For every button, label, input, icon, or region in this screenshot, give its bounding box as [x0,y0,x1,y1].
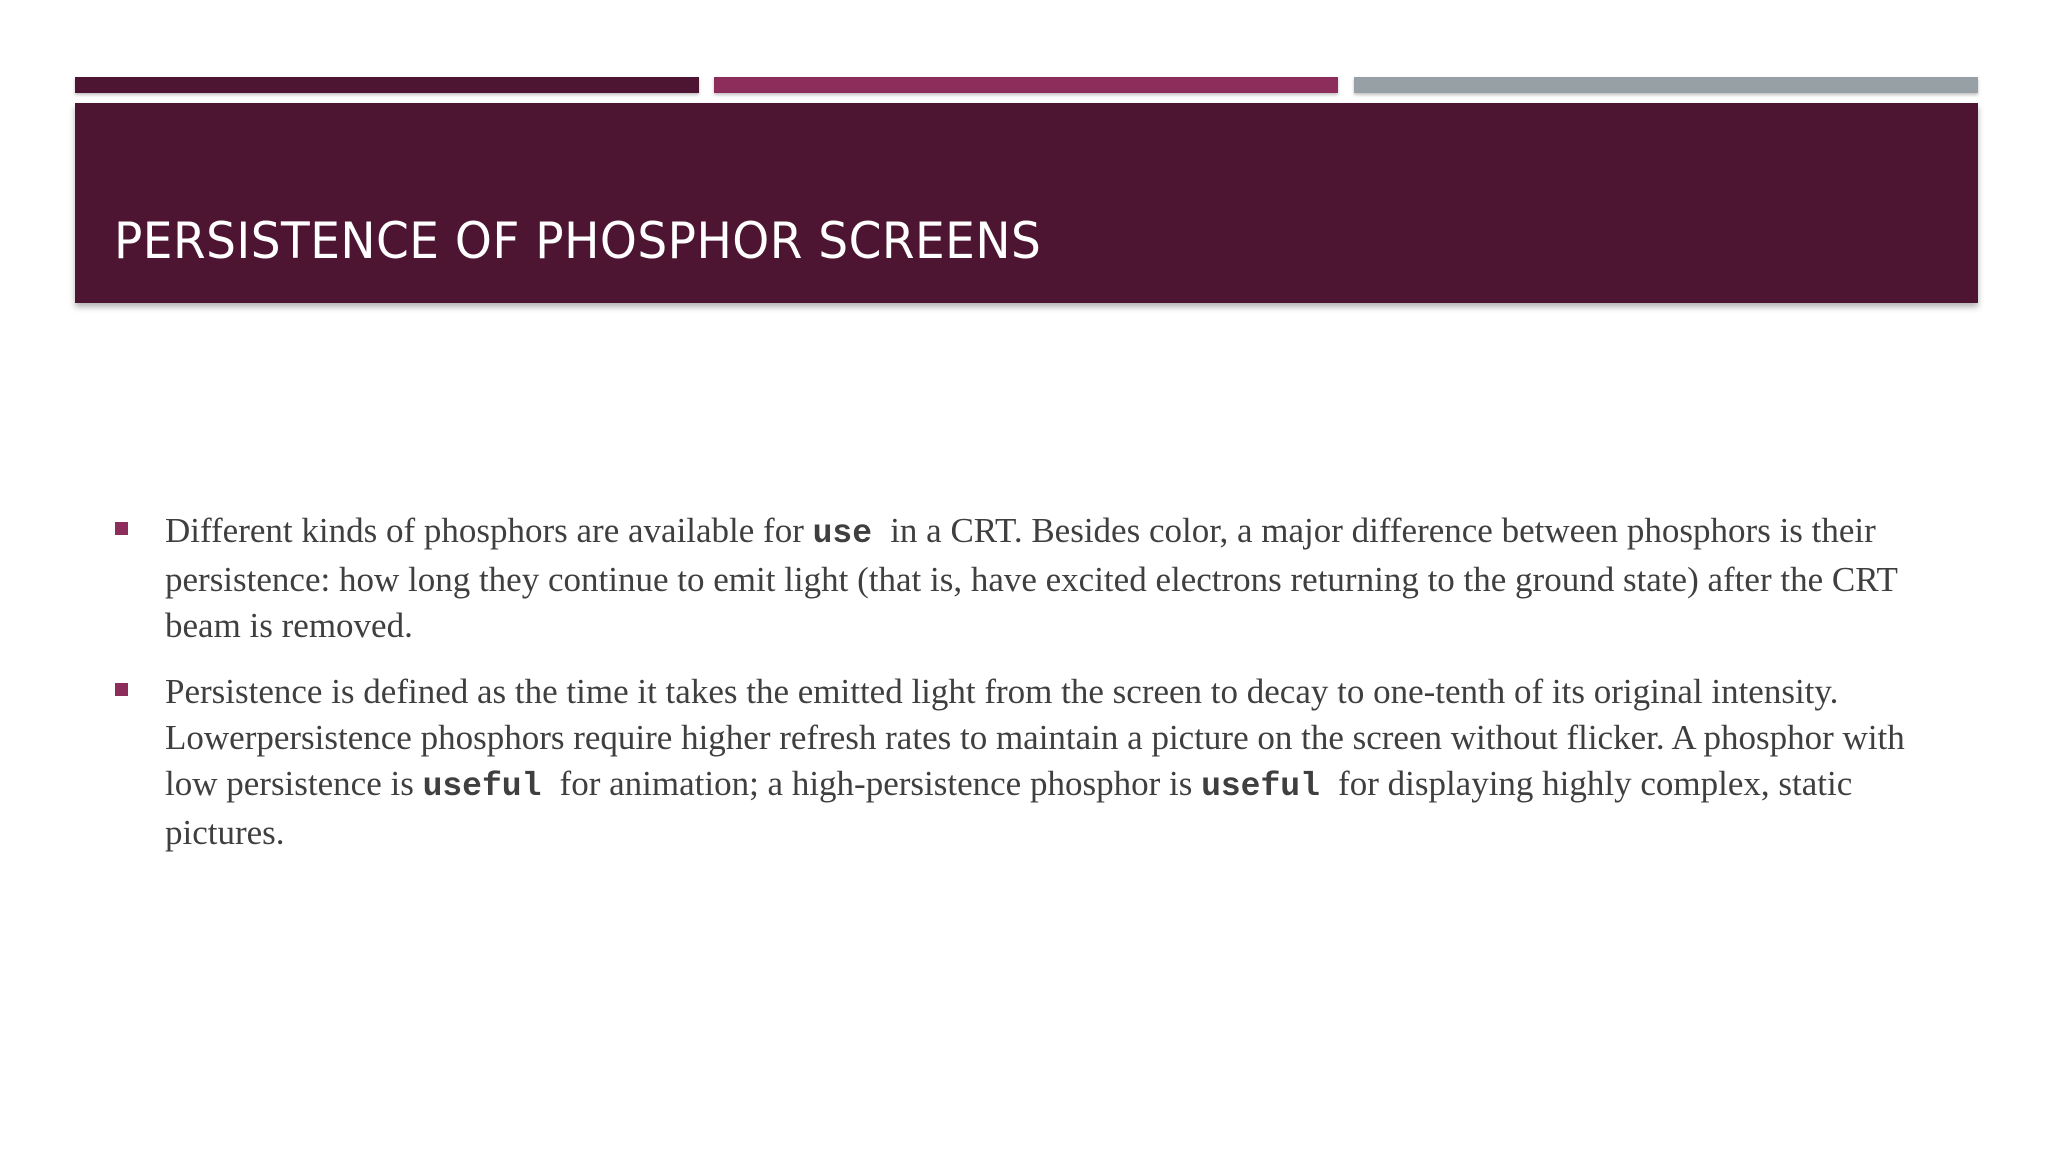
square-bullet-icon [115,683,128,696]
bullet-1-text-b: in a CRT. Besides color, a major difference between phosphors is their persistence: how long they continue to emit light (that is, have excited electrons returning to the ground state) after the CRT beam is removed. [165,511,1898,645]
title-band [75,103,1978,303]
bullet-2-code-useful-2: useful [1201,768,1320,805]
bullet-list [115,508,1945,876]
accent-bar-dark [75,77,699,93]
accent-bar-magenta [714,77,1338,93]
bullet-2-code-useful-1: useful [422,768,542,805]
slide-title: PERSISTENCE OF PHOSPHOR SCREENS [114,212,1042,270]
bullet-1-text-a: Different kinds of phosphors are available for [165,511,813,550]
accent-bar-grey [1354,77,1978,93]
bullet-item-2 [115,669,1945,856]
bullet-item-1 [115,508,1945,649]
bullet-2-text-b: for animation; a high-persistence phosphor is [559,764,1202,803]
bullet-2-text-a: Persistence is defined as the time it takes the emitted light from the screen to decay to one-tenth of its original intensity. Lowerpersistence phosphors require higher refresh rates to maintain a picture on the screen without flicker. A phosphor with low persistence is [165,672,1905,803]
bullet-1-code-use: use [812,515,873,552]
bullet-2-text-c: for displaying highly complex, static pictures. [165,764,1853,852]
square-bullet-icon [115,522,128,535]
